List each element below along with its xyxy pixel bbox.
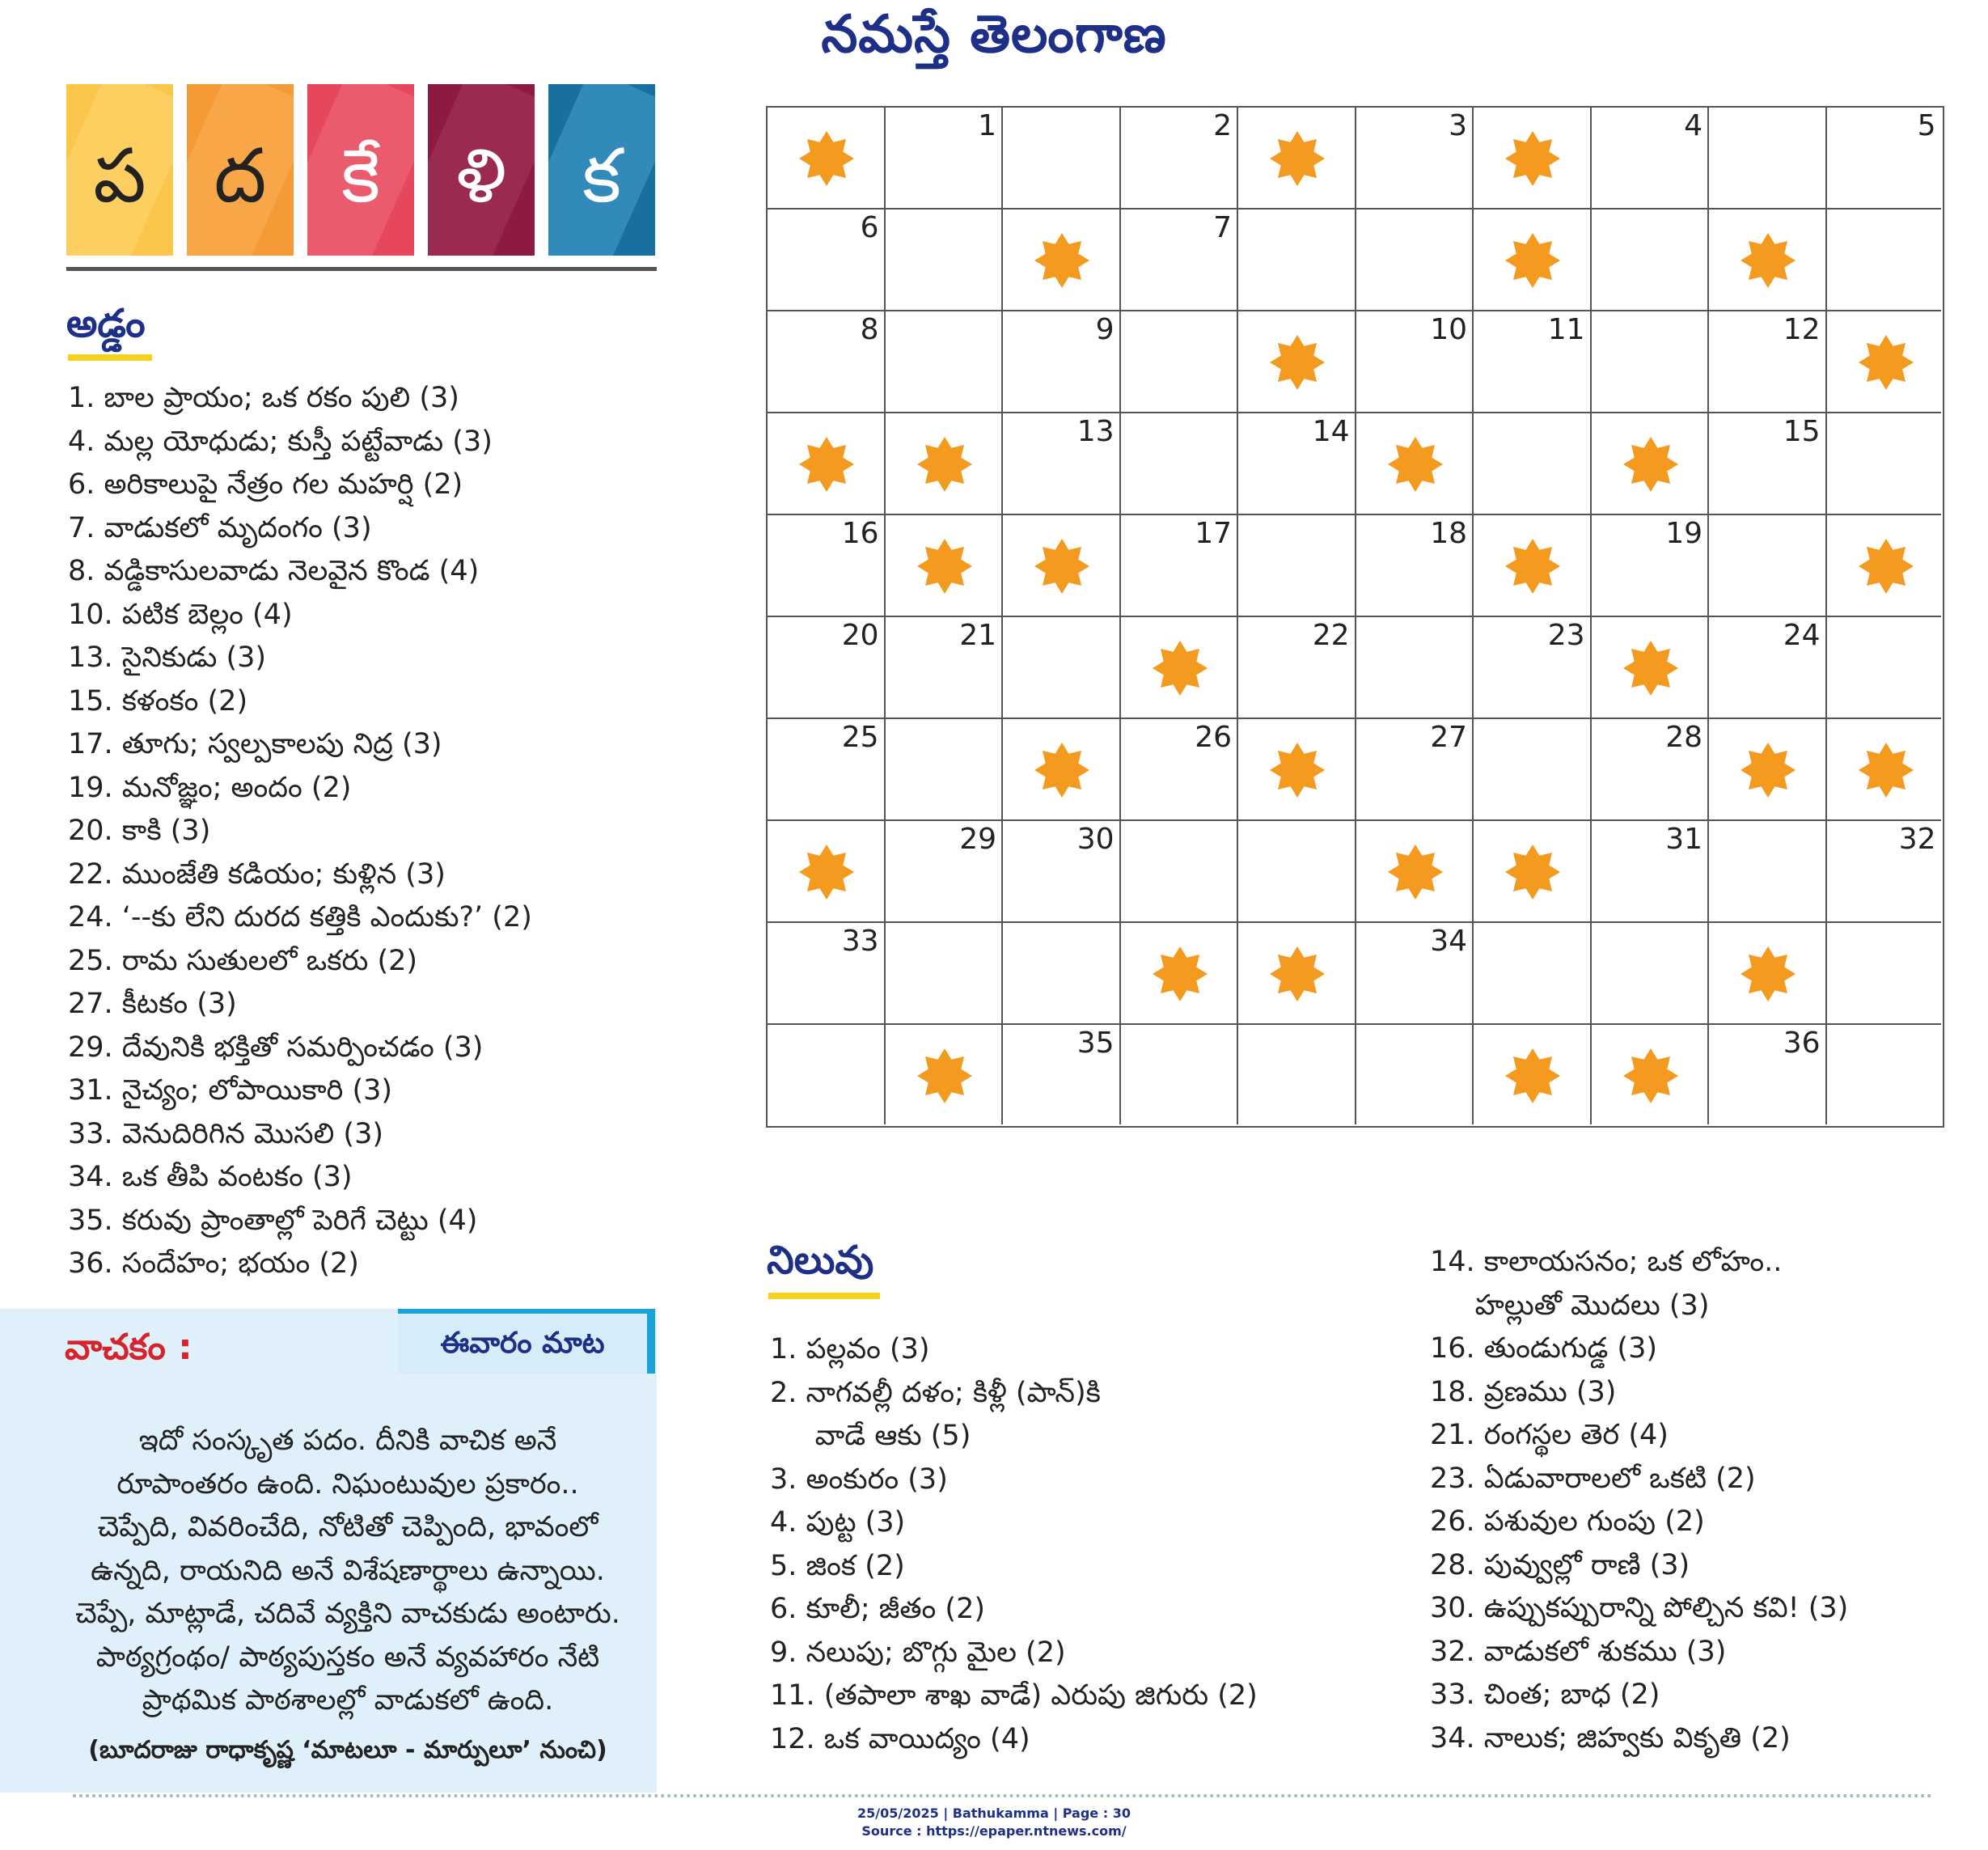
clue-number: 17 <box>1195 517 1232 550</box>
clue-number: 18 <box>1430 517 1467 550</box>
grid-cell[interactable] <box>1238 210 1356 311</box>
clue-item: 23. ఏడువారాలలో ఒకటి (2) <box>1430 1462 1756 1495</box>
crossword-grid <box>766 106 1944 1128</box>
this-week-word-tab: ఈవారం మాట <box>398 1309 655 1374</box>
grid-cell[interactable] <box>886 923 1004 1025</box>
blocked-cell <box>1709 923 1827 1025</box>
grid-cell[interactable] <box>1238 617 1356 719</box>
star-icon <box>1505 1048 1560 1103</box>
grid-cell[interactable] <box>1709 1025 1827 1124</box>
star-icon <box>1505 845 1560 900</box>
grid-cell[interactable] <box>1474 311 1592 413</box>
grid-cell[interactable] <box>1003 617 1121 719</box>
blocked-cell <box>1592 413 1710 515</box>
grid-cell[interactable] <box>768 719 886 821</box>
footer-source: Source : https://epaper.ntnews.com/ <box>861 1823 1127 1839</box>
across-heading: అడ్డం <box>66 301 146 346</box>
grid-cell[interactable] <box>1121 515 1239 617</box>
star-icon <box>1623 1048 1678 1103</box>
grid-cell[interactable] <box>886 617 1004 719</box>
clue-number: 21 <box>959 619 996 652</box>
grid-cell[interactable] <box>1474 413 1592 515</box>
clue-item: 1. బాల ప్రాయం; ఒక రకం పులి (3) <box>68 382 459 414</box>
grid-cell[interactable] <box>1121 821 1239 923</box>
grid-cell[interactable] <box>1003 413 1121 515</box>
grid-cell[interactable] <box>1121 108 1239 210</box>
star-icon <box>1034 233 1089 288</box>
grid-cell[interactable] <box>768 617 886 719</box>
clue-number: 6 <box>860 211 879 244</box>
clue-item: 20. కాకి (3) <box>68 815 211 847</box>
grid-cell[interactable] <box>1003 311 1121 413</box>
grid-cell[interactable] <box>1474 719 1592 821</box>
clue-item: 7. వాడుకలో మృదంగం (3) <box>68 511 372 544</box>
vachakam-line: రూపాంతరం ఉంది. నిఘంటువుల ప్రకారం.. <box>116 1467 579 1501</box>
clue-item: 12. ఒక వాయిద్యం (4) <box>770 1722 1030 1755</box>
star-icon <box>1741 743 1796 798</box>
blocked-cell <box>1003 210 1121 311</box>
vachakam-line: చెప్పేది, వివరించేది, నోటితో చెప్పింది, భావంలో <box>97 1511 599 1543</box>
clue-item: 18. వ్రణము (3) <box>1430 1375 1617 1408</box>
grid-cell[interactable] <box>768 1025 886 1124</box>
star-icon <box>1034 743 1089 798</box>
star-icon <box>1859 743 1914 798</box>
clue-number: 2 <box>1213 109 1232 142</box>
clue-number: 3 <box>1449 109 1467 142</box>
clue-number: 12 <box>1783 313 1821 346</box>
star-icon <box>799 845 854 900</box>
clue-item: 17. తూగు; స్వల్పకాలపు నిద్ర (3) <box>68 728 442 760</box>
clue-number: 15 <box>1783 415 1821 448</box>
clue-item: 22. ముంజేతి కడియం; కుళ్లిన (3) <box>68 857 446 891</box>
grid-cell[interactable] <box>1709 821 1827 923</box>
blocked-cell <box>1238 923 1356 1025</box>
across-clue-list <box>68 377 532 1286</box>
blocked-cell <box>1474 821 1592 923</box>
footer-divider <box>73 1794 1933 1797</box>
down-heading-underline <box>768 1293 880 1299</box>
tile-letter: క <box>582 133 622 219</box>
clue-item: 29. దేవునికి భక్తితో సమర్పించడం (3) <box>68 1031 484 1064</box>
clue-item: 11. (తపాలా శాఖ వాడే) ఎరుపు జిగురు (2) <box>770 1679 1258 1712</box>
grid-cell[interactable] <box>1356 1025 1474 1124</box>
grid-cell[interactable] <box>768 311 886 413</box>
blocked-cell <box>1709 210 1827 311</box>
clue-number: 1 <box>978 109 996 142</box>
vachakam-title: వాచకం : <box>65 1327 192 1368</box>
clue-number: 8 <box>860 313 879 346</box>
title-tile-4 <box>428 84 535 256</box>
clue-item: 34. ఒక తీపి వంటకం (3) <box>68 1161 353 1193</box>
star-icon <box>1270 743 1325 798</box>
star-icon <box>1505 539 1560 594</box>
clue-item: 9. నలుపు; బొగ్గు మైల (2) <box>770 1636 1066 1669</box>
clue-item: 10. పటిక బెల్లం (4) <box>68 598 293 631</box>
star-icon <box>799 437 854 492</box>
grid-cell[interactable] <box>1709 617 1827 719</box>
blocked-cell <box>768 821 886 923</box>
blocked-cell <box>1238 719 1356 821</box>
grid-cell[interactable] <box>1827 413 1941 515</box>
grid-cell[interactable] <box>1356 311 1474 413</box>
star-icon <box>1505 233 1560 288</box>
title-tile-5 <box>548 84 655 256</box>
star-icon <box>1623 437 1678 492</box>
grid-cell[interactable] <box>886 108 1004 210</box>
grid-cell[interactable] <box>1121 719 1239 821</box>
star-icon <box>1270 335 1325 390</box>
clue-number: 4 <box>1684 109 1702 142</box>
blocked-cell <box>1356 821 1474 923</box>
grid-cell[interactable] <box>1592 821 1710 923</box>
grid-cell[interactable] <box>768 210 886 311</box>
blocked-cell <box>1474 515 1592 617</box>
grid-cell[interactable] <box>1827 821 1941 923</box>
grid-cell[interactable] <box>1827 210 1941 311</box>
clue-number: 25 <box>841 721 879 754</box>
blocked-cell <box>1474 210 1592 311</box>
clue-item: 28. పువ్వుల్లో రాణి (3) <box>1430 1548 1690 1581</box>
clue-item: 16. తుండుగుడ్డ (3) <box>1430 1332 1658 1365</box>
star-icon <box>799 131 854 186</box>
clue-number: 14 <box>1312 415 1350 448</box>
grid-cell[interactable] <box>1709 515 1827 617</box>
clue-item: 32. వాడుకలో శుకము (3) <box>1430 1635 1727 1668</box>
grid-cell[interactable] <box>768 923 886 1025</box>
grid-cell[interactable] <box>886 311 1004 413</box>
clue-item: 4. పుట్ట (3) <box>770 1506 906 1539</box>
grid-cell[interactable] <box>1592 923 1710 1025</box>
grid-cell[interactable] <box>886 719 1004 821</box>
vachakam-line: ఉన్నది, రాయనిది అనే విశేషణార్థాలు ఉన్నాయి. <box>91 1554 605 1587</box>
tile-letter: ప <box>93 133 146 219</box>
clue-number: 5 <box>1917 109 1936 142</box>
grid-cell[interactable] <box>1709 108 1827 210</box>
blocked-cell <box>1121 923 1239 1025</box>
clue-number: 22 <box>1312 619 1350 652</box>
star-icon <box>1741 946 1796 1001</box>
grid-cell[interactable] <box>1592 210 1710 311</box>
star-icon <box>917 437 972 492</box>
clue-number: 11 <box>1547 313 1585 346</box>
clue-item: 5. జింక (2) <box>770 1549 905 1582</box>
clue-number: 29 <box>959 823 996 856</box>
clue-item: 15. కళంకం (2) <box>68 684 248 718</box>
title-tile-2 <box>187 84 294 256</box>
star-icon <box>1859 539 1914 594</box>
clue-number: 35 <box>1076 1027 1115 1060</box>
clue-number: 7 <box>1213 211 1232 244</box>
clue-item: 3. అంకురం (3) <box>770 1463 948 1496</box>
blocked-cell <box>768 413 886 515</box>
vachakam-line: చెప్పే, మాట్లాడే, చదివే వ్యక్తిని వాచకుడు అంటారు. <box>75 1598 620 1630</box>
clue-number: 13 <box>1076 415 1115 448</box>
clue-item: 21. రంగస్థల తెర (4) <box>1430 1419 1669 1451</box>
grid-cell[interactable] <box>1238 1025 1356 1124</box>
grid-cell[interactable] <box>1356 719 1474 821</box>
blocked-cell <box>1003 515 1121 617</box>
clue-item: 33. వెనుదిరిగిన మొసలి (3) <box>68 1117 383 1150</box>
grid-cell[interactable] <box>1474 923 1592 1025</box>
grid-cell[interactable] <box>1827 617 1941 719</box>
grid-cell[interactable] <box>1827 1025 1941 1124</box>
star-icon <box>1270 131 1325 186</box>
grid-cell[interactable] <box>1356 923 1474 1025</box>
clue-item: 6. అరికాలుపై నేత్రం గల మహర్షి (2) <box>68 468 463 501</box>
blocked-cell <box>886 413 1004 515</box>
clue-number: 9 <box>1095 313 1115 346</box>
grid-cell[interactable] <box>768 515 886 617</box>
grid-cell[interactable] <box>1356 108 1474 210</box>
clue-number: 20 <box>841 619 879 652</box>
star-icon <box>1741 233 1796 288</box>
clue-number: 31 <box>1665 823 1702 856</box>
grid-cell[interactable] <box>1003 108 1121 210</box>
grid-cell[interactable] <box>1474 617 1592 719</box>
grid-cell[interactable] <box>886 821 1004 923</box>
clue-number: 27 <box>1430 721 1467 754</box>
clue-item: 13. సైనికుడు (3) <box>68 641 267 674</box>
clue-number: 33 <box>841 925 879 958</box>
blocked-cell <box>886 515 1004 617</box>
blocked-cell <box>1592 617 1710 719</box>
title-tile-1 <box>66 84 173 256</box>
vachakam-body <box>57 1420 639 1723</box>
grid-cell[interactable] <box>1709 413 1827 515</box>
clue-item: హల్లుతో మొదలు (3) <box>1430 1289 1710 1322</box>
clue-item: 30. ఉప్పుకప్పురాన్ని పోల్చిన కవి! (3) <box>1430 1592 1849 1624</box>
grid-cell[interactable] <box>1592 311 1710 413</box>
down-clue-list-2 <box>1430 1241 1848 1760</box>
grid-cell[interactable] <box>1003 923 1121 1025</box>
clue-item: 27. కీటకం (3) <box>68 988 237 1020</box>
across-heading-underline <box>68 354 152 361</box>
blocked-cell <box>1474 108 1592 210</box>
down-clue-list-1 <box>770 1328 1258 1761</box>
vachakam-line: ప్రాథమిక పాఠశాలల్లో వాడుకలో ఉంది. <box>142 1684 554 1717</box>
title-rule <box>66 267 657 271</box>
grid-cell[interactable] <box>1121 210 1239 311</box>
grid-cell[interactable] <box>1356 210 1474 311</box>
clue-item: 26. పశువుల గుంపు (2) <box>1430 1505 1705 1538</box>
vachakam-source: (బూదరాజు రాధాకృష్ణ ‘మాటలూ - మార్పులూ’ నుంచి) <box>88 1736 607 1764</box>
star-icon <box>1034 539 1089 594</box>
clue-number: 28 <box>1665 721 1702 754</box>
grid-cell[interactable] <box>1003 1025 1121 1124</box>
blocked-cell <box>886 1025 1004 1124</box>
clue-number: 19 <box>1665 517 1702 550</box>
clue-item: 25. రామ సుతులలో ఒకరు (2) <box>68 944 418 977</box>
clue-item: 2. నాగవల్లీ దళం; కిళ్లీ (పాన్)కి <box>770 1376 1101 1409</box>
grid-cell[interactable] <box>886 210 1004 311</box>
blocked-cell <box>1592 1025 1710 1124</box>
star-icon <box>1153 946 1208 1001</box>
tile-letter: కే <box>340 133 381 219</box>
blocked-cell <box>1474 1025 1592 1124</box>
clue-number: 23 <box>1547 619 1585 652</box>
title-tiles <box>66 84 657 256</box>
clue-item: 4. మల్ల యోధుడు; కుస్తీ పట్టేవాడు (3) <box>68 425 493 458</box>
blocked-cell <box>1121 617 1239 719</box>
title-tile-3 <box>307 84 414 256</box>
grid-cell[interactable] <box>1709 311 1827 413</box>
star-icon <box>917 1048 972 1103</box>
clue-number: 34 <box>1430 925 1467 958</box>
clue-item: 19. మనోజ్ఞం; అందం (2) <box>68 771 352 804</box>
clue-number: 32 <box>1898 823 1936 856</box>
grid-cell[interactable] <box>1827 923 1941 1025</box>
clue-number: 36 <box>1783 1027 1821 1060</box>
blocked-cell <box>1356 413 1474 515</box>
clue-number: 24 <box>1783 619 1821 652</box>
clue-item: 35. కరువు ప్రాంతాల్లో పెరిగే చెట్టు (4) <box>68 1204 478 1237</box>
footer-date-page: 25/05/2025 | Bathukamma | Page : 30 <box>857 1806 1131 1821</box>
clue-item: 36. సందేహం; భయం (2) <box>68 1247 359 1280</box>
vachakam-line: ఇదో సంస్కృత పదం. దీనికి వాచిక అనే <box>138 1425 557 1457</box>
grid-cell[interactable] <box>1238 413 1356 515</box>
grid-cell[interactable] <box>1592 719 1710 821</box>
grid-cell[interactable] <box>1121 413 1239 515</box>
masthead: నమస్తే తెలంగాణ <box>821 4 1167 65</box>
tile-letter: ళి <box>455 133 507 219</box>
clue-item: 14. కాలాయసనం; ఒక లోహం.. <box>1430 1246 1783 1278</box>
clue-item: 33. చింత; బాధ (2) <box>1430 1679 1660 1711</box>
grid-cell[interactable] <box>1121 1025 1239 1124</box>
clue-item: 8. వడ్డికాసులవాడు నెలవైన కొండ (4) <box>68 555 480 587</box>
blocked-cell <box>1003 719 1121 821</box>
clue-number: 30 <box>1076 823 1115 856</box>
star-icon <box>1505 131 1560 186</box>
clue-item: 31. నైచ్యం; లోపాయికారి (3) <box>68 1074 393 1107</box>
clue-item: 1. పల్లవం (3) <box>770 1333 930 1365</box>
blocked-cell <box>768 108 886 210</box>
star-icon <box>1388 845 1443 900</box>
blocked-cell <box>1827 311 1941 413</box>
tile-letter: ద <box>214 133 267 219</box>
grid-cell[interactable] <box>1592 108 1710 210</box>
down-heading: నిలువు <box>767 1238 874 1283</box>
vachakam-line: పాఠ్యగ్రంథం/ పాఠ్యపుస్తకం అనే వ్యవహారం నేటి <box>95 1640 600 1674</box>
grid-cell[interactable] <box>1356 617 1474 719</box>
clue-number: 16 <box>841 517 879 550</box>
star-icon <box>917 539 972 594</box>
grid-cell[interactable] <box>1121 311 1239 413</box>
blocked-cell <box>1709 719 1827 821</box>
clue-number: 26 <box>1195 721 1232 754</box>
grid-cell[interactable] <box>1827 108 1941 210</box>
star-icon <box>1153 641 1208 696</box>
clue-item: వాడే ఆకు (5) <box>770 1420 971 1452</box>
star-icon <box>1270 946 1325 1001</box>
blocked-cell <box>1827 719 1941 821</box>
star-icon <box>1623 641 1678 696</box>
blocked-cell <box>1238 311 1356 413</box>
blocked-cell <box>1827 515 1941 617</box>
grid-cell[interactable] <box>1238 515 1356 617</box>
grid-cell[interactable] <box>1592 515 1710 617</box>
grid-cell[interactable] <box>1003 821 1121 923</box>
clue-item: 34. నాలుక; జిహ్వకు వికృతి (2) <box>1430 1721 1791 1755</box>
star-icon <box>1388 437 1443 492</box>
clue-item: 24. ‘--కు లేని దురద కత్తికి ఎందుకు?’ (2) <box>68 901 532 933</box>
clue-item: 6. కూలీ; జీతం (2) <box>770 1593 986 1625</box>
grid-cell[interactable] <box>1238 821 1356 923</box>
grid-cell[interactable] <box>1356 515 1474 617</box>
blocked-cell <box>1238 108 1356 210</box>
clue-number: 10 <box>1430 313 1467 346</box>
star-icon <box>1859 335 1914 390</box>
